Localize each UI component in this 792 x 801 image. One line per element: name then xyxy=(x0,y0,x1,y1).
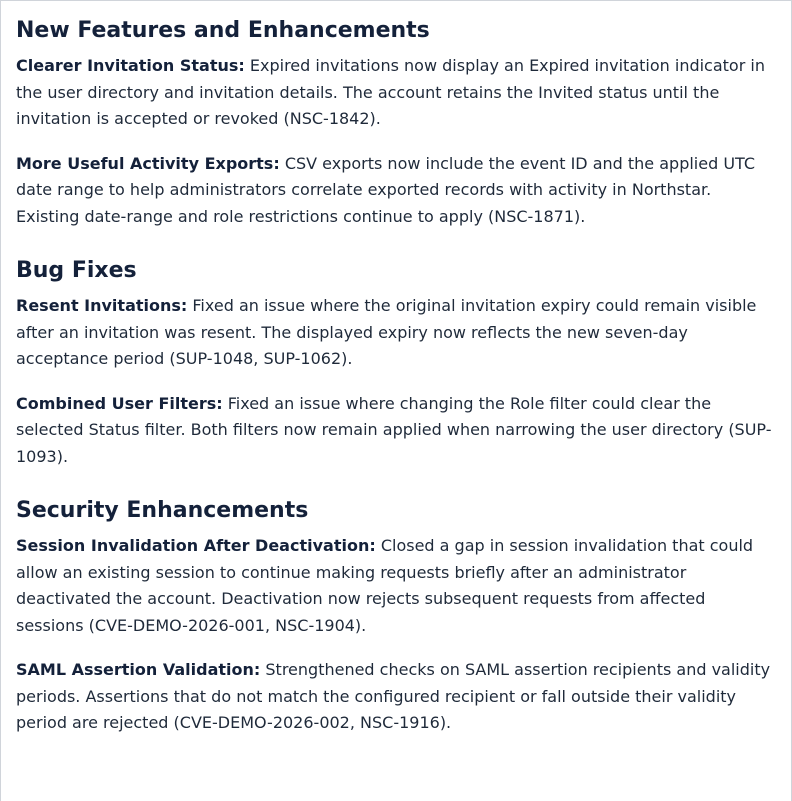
note-entry-title: Resent Invitations: xyxy=(16,296,188,315)
note-entry-body: Strengthened checks on SAML assertion recipients and validity periods. Assertions that do not match the configured recipient or fall outside their validity period are rejected (CVE-DEMO-2026-002, NSC-1916). xyxy=(16,660,771,732)
note-entry-invitation-status xyxy=(16,53,776,133)
note-entry-activity-exports xyxy=(16,151,776,231)
section-bug-fixes xyxy=(16,256,776,470)
note-entry-saml-validation xyxy=(16,657,776,737)
note-entry-body: Expired invitations now display an Expired invitation indicator in the user directory and invitation details. The account retains the Invited status until the invitation is accepted or revoked (NSC-1842). xyxy=(16,56,765,128)
note-entry-body: Closed a gap in session invalidation that could allow an existing session to continue making requests briefly after an administrator deactivated the account. Deactivation now rejects subsequent requests from affected sessions (CVE-DEMO-2026-001, NSC-1904). xyxy=(16,536,754,635)
note-entry-title: Combined User Filters: xyxy=(16,393,223,413)
note-entry-body: Fixed an issue where changing the Role filter could clear the selected Status filter. Both filters now remain applied when narrowing the user directory (SUP-1093). xyxy=(16,393,772,466)
note-entry-resent-invitations xyxy=(16,293,776,373)
section-new-features xyxy=(16,16,776,230)
note-entry-session-invalidation xyxy=(16,533,776,639)
note-entry-body: CSV exports now include the event ID and the applied UTC date range to help administrators correlate exported records with activity in Northstar. Existing date-range and role restrictions continue to apply (NSC-1871). xyxy=(16,153,756,226)
note-entry-title: SAML Assertion Validation: xyxy=(16,660,261,679)
section-security-enhancements xyxy=(16,496,776,737)
note-entry-title: More Useful Activity Exports: xyxy=(16,153,280,173)
section-heading: New Features and Enhancements xyxy=(16,18,430,43)
section-heading: Bug Fixes xyxy=(16,258,137,283)
note-entry-body: Fixed an issue where the original invitation expiry could remain visible after an invitation was resent. The displayed expiry now reflects the new seven-day acceptance period (SUP-1048, SUP-1062). xyxy=(16,296,757,368)
note-entry-title: Clearer Invitation Status: xyxy=(16,56,245,75)
note-entry-title: Session Invalidation After Deactivation: xyxy=(16,536,376,555)
note-entry-combined-filters xyxy=(16,391,776,471)
section-heading: Security Enhancements xyxy=(16,498,309,523)
